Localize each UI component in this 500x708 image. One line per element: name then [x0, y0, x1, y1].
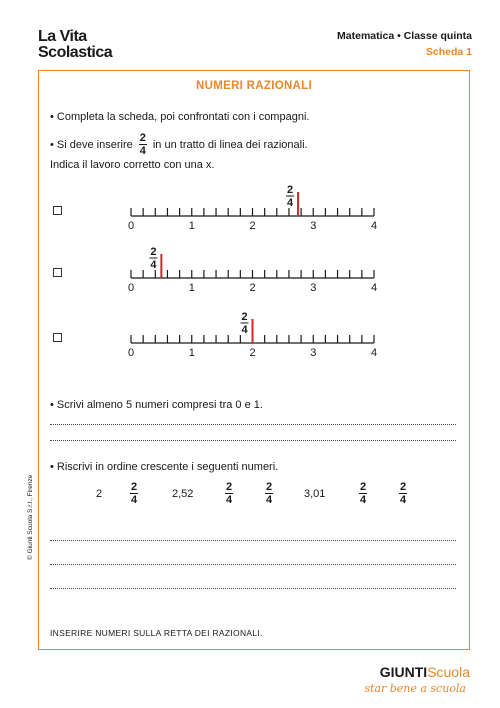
instruction-insert-a: • Si deve inserire [50, 138, 133, 151]
fraction-numerator: 2 [226, 481, 233, 493]
instruction-complete: • Completa la scheda, poi confrontati con i compagni. [50, 111, 310, 123]
fraction-denominator: 4 [139, 145, 146, 157]
sequence-item-5 [265, 481, 273, 506]
fraction-numerator: 2 [360, 481, 367, 493]
sequence-item-6: 3,01 [304, 488, 326, 500]
number-line-label: 0 [127, 347, 135, 359]
brand-tagline: star bene a scuola [364, 682, 466, 695]
number-line-label: 3 [310, 220, 317, 232]
number-line-label: 2 [249, 347, 256, 359]
number-line-label: 0 [127, 220, 135, 232]
fraction-denominator: 4 [360, 494, 367, 506]
sequence-item-4 [225, 481, 233, 506]
brand-name: GIUNTI [379, 664, 428, 680]
instruction-insert-b: in un tratto di linea dei razionali. [152, 138, 308, 151]
number-line-label: 2 [249, 220, 256, 232]
number-line-label: 4 [370, 347, 378, 359]
marker-fraction-numerator: 2 [150, 246, 157, 258]
marker-fraction-denominator: 4 [150, 259, 157, 271]
brand-logo [380, 664, 470, 680]
number-line-label: 4 [370, 220, 378, 232]
copyright-note: © Giunti Scuola S.r.l., Firenze [27, 474, 34, 560]
instruction-write: • Scrivi almeno 5 numeri compresi tra 0 e 1. [50, 399, 263, 411]
fraction-denominator: 4 [400, 494, 407, 506]
logo-line2: Scolastica [38, 44, 113, 61]
sequence-item-1: 2 [96, 488, 103, 500]
marker-fraction-denominator: 4 [241, 324, 248, 336]
number-line-label: 1 [188, 282, 195, 294]
fraction-denominator: 4 [131, 494, 138, 506]
fraction-denominator: 4 [266, 494, 273, 506]
marker-fraction-numerator: 2 [287, 184, 294, 196]
fraction-numerator: 2 [400, 481, 407, 493]
answer-line-5[interactable] [50, 588, 456, 589]
sequence-item-7 [359, 481, 367, 506]
answer-line-1[interactable] [50, 424, 456, 425]
subject-label: Matematica • Classe quinta [337, 30, 472, 42]
brand-suffix: Scuola [427, 664, 470, 680]
sequence-item-8 [399, 481, 407, 506]
answer-line-3[interactable] [50, 540, 456, 541]
number-line-label: 3 [310, 282, 317, 294]
marker-fraction-numerator: 2 [241, 311, 248, 323]
sheet-label: Scheda 1 [425, 46, 472, 58]
number-line-label: 0 [127, 282, 135, 294]
footer-note: INSERIRE NUMERI SULLA RETTA DEI RAZIONALI. [50, 628, 263, 638]
number-line-label: 2 [249, 282, 256, 294]
fraction-numerator: 2 [139, 132, 146, 144]
instruction-order: • Riscrivi in ordine crescente i seguenti numeri. [50, 461, 279, 473]
fraction-denominator: 4 [226, 494, 233, 506]
marker-fraction-denominator: 4 [287, 197, 294, 209]
logo-line1: La Vita [38, 28, 87, 45]
worksheet-title: NUMERI RAZIONALI [196, 80, 312, 92]
fraction-numerator: 2 [266, 481, 273, 493]
number-line-label: 1 [188, 220, 195, 232]
fraction-numerator: 2 [131, 481, 138, 493]
answer-line-4[interactable] [50, 564, 456, 565]
answer-line-2[interactable] [50, 440, 456, 441]
number-line-label: 3 [310, 347, 317, 359]
instruction-indicate: Indica il lavoro corretto con una x. [50, 159, 215, 171]
sequence-item-3: 2,52 [172, 488, 194, 500]
sequence-item-2 [130, 481, 138, 506]
number-line-label: 1 [188, 347, 195, 359]
number-line-label: 4 [370, 282, 378, 294]
